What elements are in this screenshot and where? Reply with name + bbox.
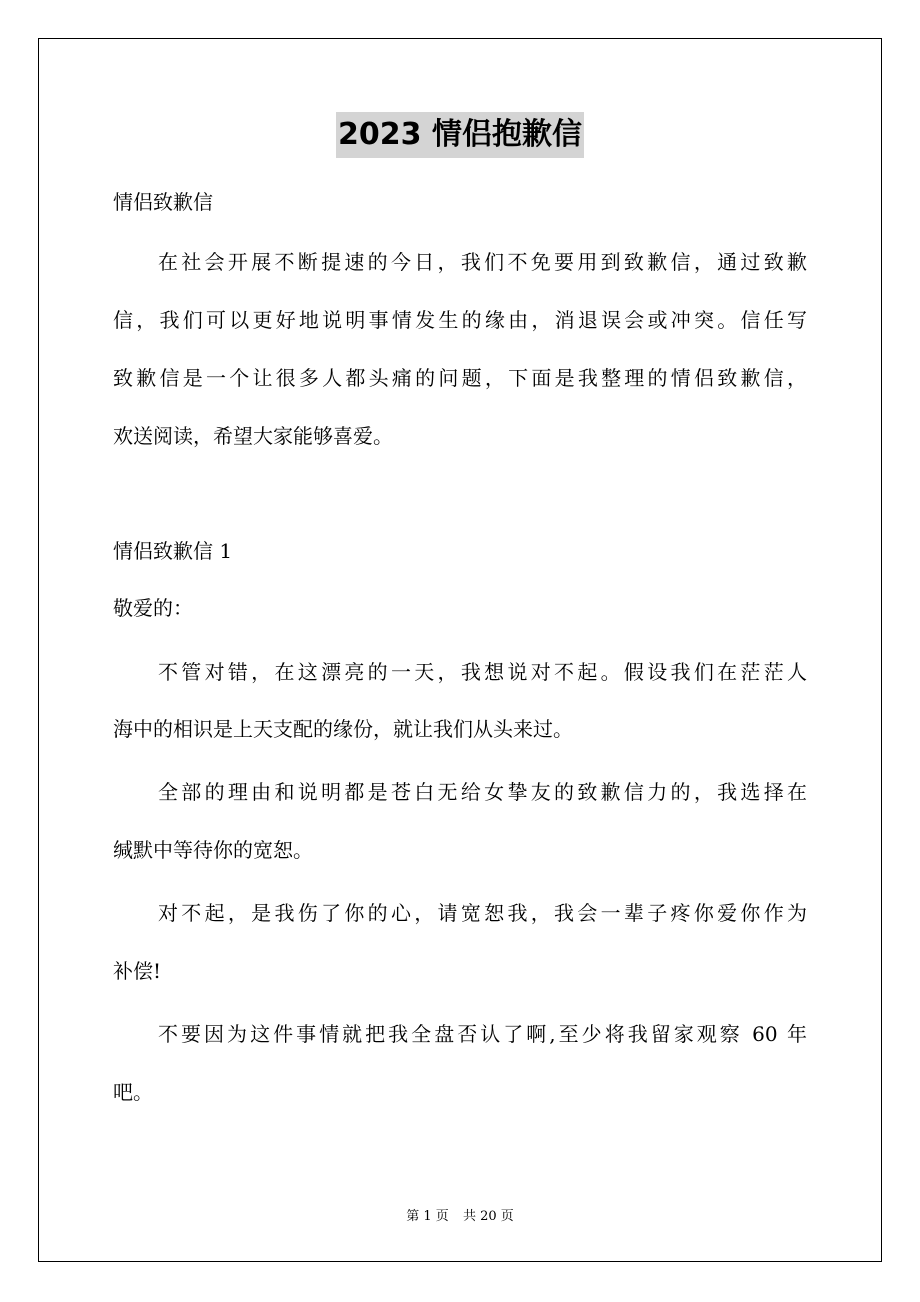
page-number: 第 1 页 <box>406 1209 449 1224</box>
text-line: 海中的相识是上天支配的缘份，就让我们从头来过。 <box>113 717 573 741</box>
document-title: 2023 情侣抱歉信 <box>336 112 584 158</box>
text-line: 补偿! <box>113 959 162 983</box>
text-line: 信，我们可以更好地说明事情发生的缘由，消退误会或冲突。信任写 <box>113 308 807 332</box>
text-line: 缄默中等待你的宽恕。 <box>113 838 313 862</box>
text-line: 致歉信是一个让很多人都头痛的问题，下面是我整理的情侣致歉信， <box>113 366 807 390</box>
text-line: 情侣致歉信 1 <box>113 539 233 563</box>
text-line: 情侣致歉信 <box>113 190 213 214</box>
page-total: 共 20 页 <box>462 1209 514 1224</box>
text-line: 欢送阅读，希望大家能够喜爱。 <box>113 424 393 448</box>
document-title-wrapper <box>0 112 920 158</box>
text-line: 全部的理由和说明都是苍白无给女挚友的致歉信力的，我选择在 <box>158 780 807 804</box>
text-line: 吧。 <box>113 1080 153 1104</box>
text-line: 不要因为这件事情就把我全盘否认了啊,至少将我留家观察 60 年 <box>158 1022 807 1046</box>
text-line: 对不起，是我伤了你的心，请宽恕我，我会一辈子疼你爱你作为 <box>158 901 807 925</box>
text-line: 在社会开展不断提速的今日，我们不免要用到致歉信，通过致歉 <box>158 250 807 274</box>
text-line: 敬爱的： <box>113 596 193 620</box>
text-line: 不管对错，在这漂亮的一天，我想说对不起。假设我们在茫茫人 <box>158 660 807 684</box>
page-footer <box>0 1205 920 1224</box>
